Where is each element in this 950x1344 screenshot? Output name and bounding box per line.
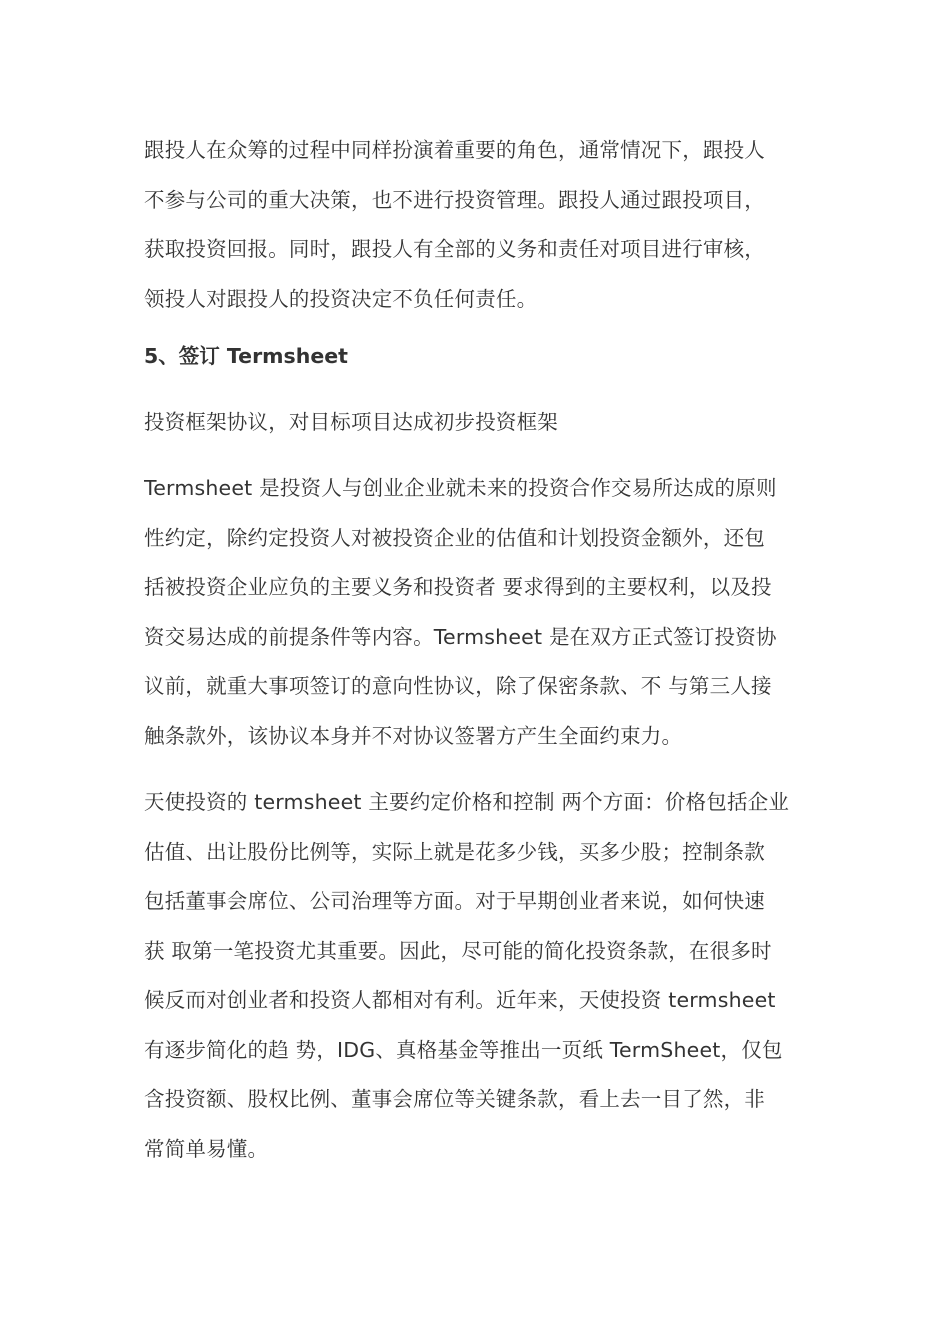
text-line: Termsheet 是投资人与创业企业就未来的投资合作交易所达成的原则 xyxy=(144,476,777,500)
paragraph-follow-investor xyxy=(144,126,804,324)
text-line: 含投资额、股权比例、董事会席位等关键条款，看上去一目了然，非 xyxy=(144,1087,765,1111)
text-line: 获 取第一笔投资尤其重要。因此，尽可能的简化投资条款，在很多时 xyxy=(144,938,772,963)
text-line: 天使投资的 termsheet 主要约定价格和控制 两个方面：价格包括企业 xyxy=(144,790,790,814)
text-line: 领投人对跟投人的投资决定不负任何责任。 xyxy=(144,286,538,311)
text-line: 括被投资企业应负的主要义务和投资者 要求得到的主要权利，以及投 xyxy=(144,575,772,599)
text-line: 议前，就重大事项签订的意向性协议，除了保密条款、不 与第三人接 xyxy=(144,674,772,698)
text-line: 包括董事会席位、公司治理等方面。对于早期创业者来说，如何快速 xyxy=(144,889,765,913)
text-line: 触条款外，该协议本身并不对协议签署方产生全面约束力。 xyxy=(144,723,683,748)
text-line: 获取投资回报。同时，跟投人有全部的义务和责任对项目进行审核， xyxy=(144,237,765,261)
text-line: 估值、出让股份比例等，实际上就是花多少钱，买多少股；控制条款 xyxy=(144,839,765,864)
text-line: 常简单易懂。 xyxy=(144,1136,269,1161)
text-line: 性约定，除约定投资人对被投资企业的估值和计划投资金额外，还包 xyxy=(144,525,765,550)
text-line: 跟投人在众筹的过程中同样扮演着重要的角色，通常情况下，跟投人 xyxy=(144,138,765,162)
paragraph-angel-termsheet xyxy=(144,778,804,1174)
text-line: 不参与公司的重大决策，也不进行投资管理。跟投人通过跟投项目， xyxy=(144,187,765,212)
text-line: 投资框架协议，对目标项目达成初步投资框架 xyxy=(144,409,558,434)
text-line: 候反而对创业者和投资人都相对有利。近年来，天使投资 termsheet xyxy=(144,988,776,1012)
document-body xyxy=(144,126,804,1174)
text-line: 资交易达成的前提条件等内容。Termsheet 是在双方正式签订投资协 xyxy=(144,624,777,649)
paragraph-termsheet-definition xyxy=(144,464,804,761)
paragraph-framework-agreement xyxy=(144,398,804,448)
section-heading-termsheet: 5、签订 Termsheet xyxy=(144,344,348,368)
text-line: 有逐步简化的趋 势，IDG、真格基金等推出一页纸 TermSheet，仅包 xyxy=(144,1037,783,1062)
